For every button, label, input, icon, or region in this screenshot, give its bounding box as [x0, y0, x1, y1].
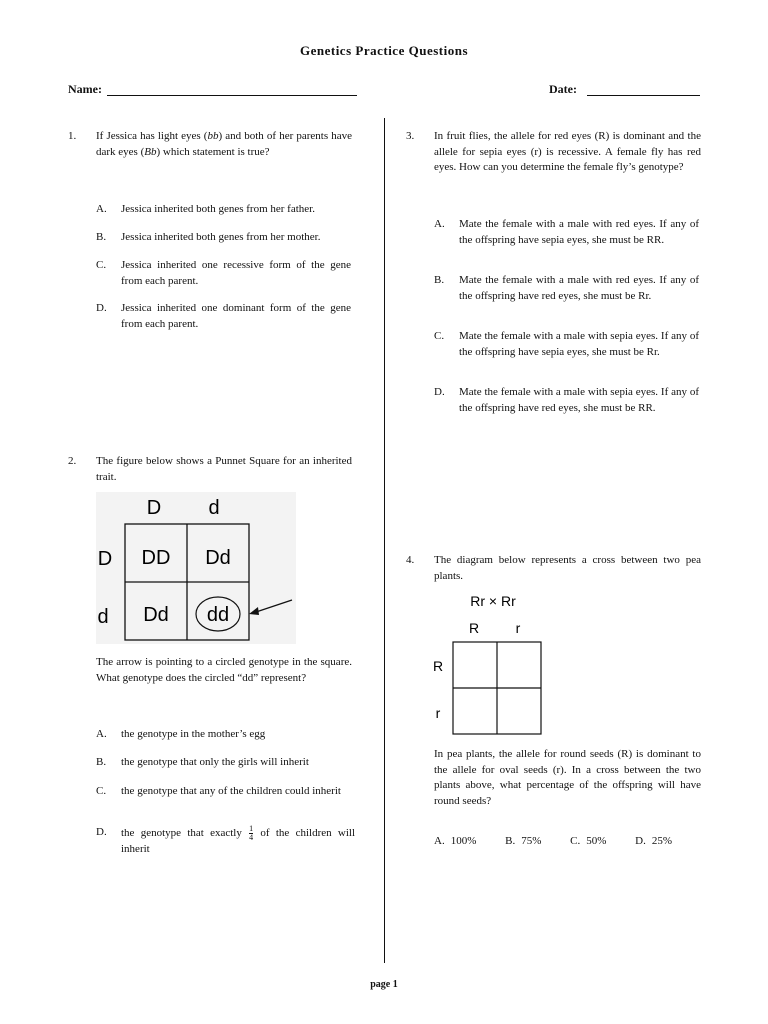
question-number: 1.: [68, 130, 77, 142]
punnett-cell: dd: [206, 604, 230, 626]
date-label: Date:: [549, 82, 577, 96]
cross-label: Rr × Rr: [470, 593, 516, 609]
question-followup: The arrow is pointing to a circled genotype in the square. What genotype does the circled “dd” represent?: [96, 656, 352, 684]
answer-option-b[interactable]: B. 75%: [505, 835, 542, 847]
col-header: D: [146, 497, 162, 519]
question-number: 3.: [406, 130, 415, 142]
col-header: r: [515, 620, 521, 636]
answer-option-d[interactable]: D. 25%: [635, 835, 673, 847]
date-field[interactable]: [587, 95, 700, 96]
page-number: page 1: [370, 979, 398, 990]
row-header: r: [435, 705, 441, 721]
row-header: d: [97, 606, 109, 628]
question-number: 4.: [406, 554, 415, 566]
cross-diagram: [428, 589, 548, 739]
answer-option-c[interactable]: C. 50%: [570, 835, 607, 847]
question-3: 3. In fruit flies, the allele for red eyes (R) is dominant and the allele for sepia eyes (r) is recessive. A female fly has red eyes. How can you determine the female fly’s genotype? A. Mate the female with a male with red eyes. If any of the offspring have sepia eyes, she must be RR. B. Mate the female with a male with red eyes. If any of the offspring have red eyes, she must be Rr. C. Mate the female with a male with sepia eyes. If any of the offspring have sepia eyes, she must be Rr. D. Mate the female with a male with sepia eyes. If any of the offspring have red eyes, she must be RR.: [406, 130, 701, 414]
punnett-cell: Dd: [143, 604, 169, 626]
column-divider: [384, 118, 385, 963]
question-stem: The figure below shows a Punnet Square for an inherited trait.: [96, 455, 352, 483]
answer-options: [434, 834, 698, 850]
question-stem: The diagram below represents a cross between two pea plants.: [434, 554, 701, 582]
col-header: d: [208, 497, 220, 519]
punnett-cell: Dd: [205, 547, 231, 569]
punnett-cell: DD: [141, 547, 171, 569]
question-number: 2.: [68, 455, 77, 467]
page-title: Genetics Practice Questions: [299, 43, 468, 58]
col-header: R: [468, 620, 480, 636]
question-followup: In pea plants, the allele for round seeds (R) is dominant to the allele for oval seeds (r). In a cross between the two plants above, what percentage of the offspring will have round seeds?: [434, 748, 701, 807]
name-field[interactable]: [107, 95, 357, 96]
answer-option-a[interactable]: A. 100%: [434, 835, 477, 847]
punnett-square: [96, 492, 296, 644]
question-1: 1. If Jessica has light eyes (bb) and both of her parents have dark eyes (Bb) which statement is true? A. Jessica inherited both genes from her father. B. Jessica inherited both genes from her mother. C. Jessica inherited one recessive form of the gene from each parent. D. Jessica inherited one dominant form of the gene from each parent.: [68, 130, 352, 330]
question-stem: If Jessica has light eyes (bb) and both of her parents have dark eyes (Bb) which statement is true?: [96, 130, 352, 158]
question-stem: In fruit flies, the allele for red eyes (R) is dominant and the allele for sepia eyes (r) is recessive. A female fly has red eyes. How can you determine the female fly’s genotype?: [434, 130, 701, 173]
row-header: D: [97, 548, 113, 570]
row-header: R: [432, 658, 444, 674]
question-4: [406, 553, 706, 853]
name-label: Name:: [68, 82, 102, 96]
fraction: $\frac{1}{4}$: [249, 824, 254, 842]
question-2: 2. The figure below shows a Punnet Square for an inherited trait. D d D d DD Dd Dd dd The arrow is pointing to a circled genotype in the square. What genotype does the circled “dd” represent? A. the genotype in the mother’s egg B. the genotype that only the girls will inherit C. the genotype that any of the children could inherit D. the genotype that exactly $\frac{1}{4}$ of the children will inherit: [68, 455, 356, 855]
